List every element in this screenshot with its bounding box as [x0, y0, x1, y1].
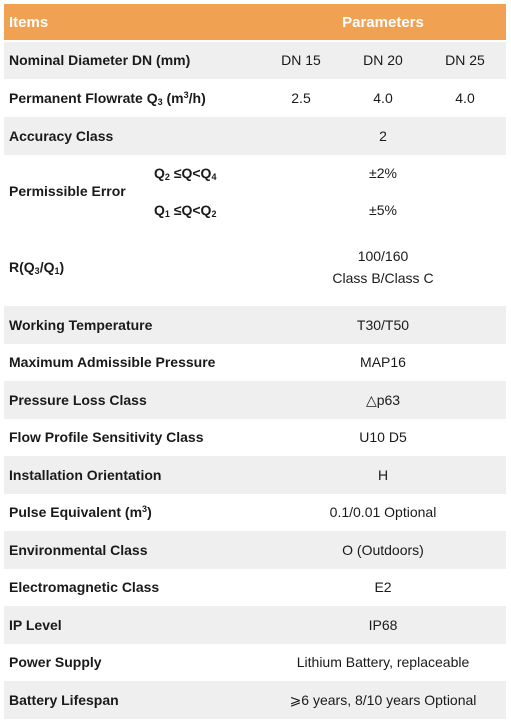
row-label: Installation Orientation [9, 467, 162, 483]
flowrate-dn20: 4.0 [373, 90, 393, 106]
condition-label: $Q_2 \le Q<Q_4$ [154, 165, 217, 182]
flowrate-dn15: 2.5 [291, 90, 311, 106]
row-value: 2 [379, 128, 387, 144]
condition-label: $Q_1 \le Q<Q_2$ [154, 202, 217, 219]
row-value: MAP16 [360, 354, 406, 370]
ratio-class: Class B/Class C [332, 270, 434, 286]
row-installation [4, 456, 506, 494]
row-label: Permanent Flowrate $Q_3$ $(m^3/h)$ [9, 90, 206, 107]
row-pulse [4, 494, 506, 531]
row-label: Environmental Class [9, 542, 148, 558]
row-working-temperature [4, 306, 506, 344]
ratio-value: 100/160 [357, 248, 409, 264]
condition-value: ±5% [369, 202, 397, 218]
row-label: Pulse Equivalent $(m^3)$ [9, 504, 152, 520]
row-label: IP Level [9, 617, 62, 633]
row-label: Electromagnetic Class [9, 579, 160, 595]
row-label: $R(Q_3/Q_1)$ [9, 259, 65, 276]
row-label: Flow Profile Sensitivity Class [9, 429, 204, 445]
row-label: Power Supply [9, 654, 102, 670]
spec-table [4, 4, 506, 719]
row-value: Lithium Battery, replaceable [296, 654, 470, 670]
row-label: Battery Lifespan [9, 692, 119, 708]
header-items: Items [9, 14, 49, 31]
row-permissible-error [4, 155, 506, 231]
row-electromagnetic [4, 569, 506, 606]
row-value: 0.1/0.01 Optional [329, 504, 437, 520]
row-ip-level [4, 606, 506, 644]
row-label: Maximum Admissible Pressure [9, 354, 216, 370]
row-value: T30/T50 [356, 317, 410, 333]
row-value: O (Outdoors) [342, 542, 424, 558]
table-header [4, 4, 506, 42]
header-parameters: Parameters [342, 14, 424, 31]
row-value: ⩾6 years, 8/10 years Optional [289, 692, 477, 708]
row-divider [4, 231, 506, 232]
row-battery-lifespan [4, 681, 506, 719]
row-value: IP68 [368, 617, 398, 633]
row-label: Nominal Diameter DN (mm) [9, 52, 191, 68]
dn20-value: DN 20 [363, 52, 403, 68]
row-label: Working Temperature [9, 317, 153, 333]
row-pressure-loss [4, 381, 506, 419]
row-permanent-flowrate [4, 79, 506, 117]
row-power-supply [4, 644, 506, 681]
flowrate-dn25: 4.0 [455, 90, 475, 106]
row-value: △p63 [365, 392, 401, 408]
row-flow-profile [4, 419, 506, 456]
row-label: Permissible Error [9, 183, 126, 199]
row-environmental [4, 531, 506, 569]
dn25-value: DN 25 [445, 52, 485, 68]
row-accuracy-class [4, 117, 506, 155]
row-nominal-diameter [4, 42, 506, 79]
row-label: Accuracy Class [9, 128, 114, 144]
row-ratio [4, 231, 506, 306]
dn15-value: DN 15 [281, 52, 321, 68]
row-value: H [377, 467, 389, 483]
condition-value: ±2% [369, 165, 397, 181]
row-value: E2 [374, 579, 392, 595]
row-value: U10 D5 [359, 429, 407, 445]
row-label: Pressure Loss Class [9, 392, 147, 408]
row-max-pressure [4, 344, 506, 381]
